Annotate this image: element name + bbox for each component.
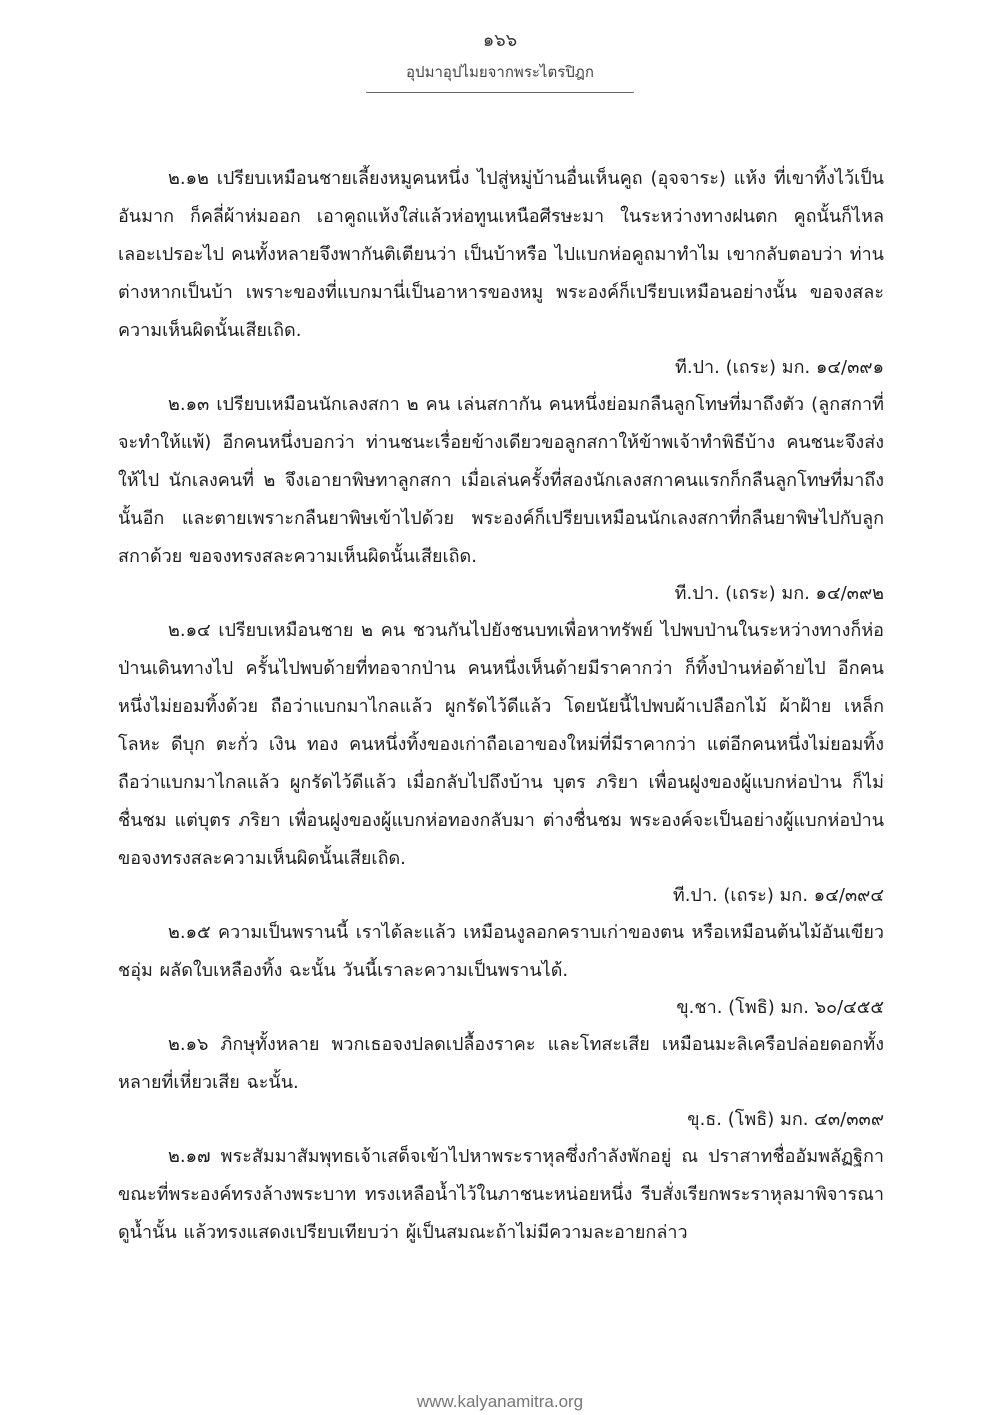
paragraph-2-16: ๒.๑๖ ภิกษุทั้งหลาย พวกเธอจงปลดเปลื้องราคะ และโทสะเสีย เหมือนมะลิเครือปล่อยดอกทั้งหลายที่เหี่ยวเสีย ฉะนั้น. xyxy=(118,1034,884,1093)
page-body xyxy=(118,160,884,1252)
reference-2-13: ที.ปา. (เถระ) มก. ๑๔/๓๙๒ xyxy=(674,583,884,604)
paragraph-2-13: ๒.๑๓ เปรียบเหมือนนักเลงสกา ๒ คน เล่นสกากัน คนหนึ่งย่อมกลืนลูกโทษที่มาถึงตัว (ลูกสกาที่จะทำให้แพ้) อีกคนหนึ่งบอกว่า ท่านชนะเรื่อยข้างเดียวขอลูกสกาให้ข้าพเจ้าทำพิธีบ้าง คนชนะจึงส่งให้ไป นักเลงคนที่ ๒ จึงเอายาพิษทาลูกสกา เมื่อเล่นครั้งที่สองนักเลงสกาคนแรกก็กลืนลูกโทษที่มาถึงนั้นอีก และตายเพราะกลืนยาพิษเข้าไปด้วย พระองค์ก็เปรียบเหมือนนักเลงสกาที่กลืนยาพิษไปกับลูกสกาด้วย ขอจงทรงสละความเห็นผิดนั้นเสียเถิด. xyxy=(118,394,884,567)
reference-2-12: ที.ปา. (เถระ) มก. ๑๔/๓๙๑ xyxy=(675,357,884,378)
footer-website: www.kalyanamitra.org xyxy=(416,1392,584,1411)
header-divider xyxy=(366,92,634,93)
reference-2-16: ขุ.ธ. (โพธิ) มก. ๔๓/๓๓๙ xyxy=(687,1109,884,1130)
book-title: อุปมาอุปไมยจากพระไตรปิฎก xyxy=(406,63,594,81)
reference-2-15: ขุ.ชา. (โพธิ) มก. ๖๐/๔๕๕ xyxy=(676,997,884,1018)
paragraph-2-14: ๒.๑๔ เปรียบเหมือนชาย ๒ คน ชวนกันไปยังชนบทเพื่อหาทรัพย์ ไปพบป่านในระหว่างทางก็ห่อป่านเดินทางไป ครั้นไปพบด้ายที่ทอจากป่าน คนหนึ่งเห็นด้ายมีราคากว่า ก็ทิ้งป่านห่อด้ายไป อีกคนหนึ่งไม่ยอมทิ้งด้วย ถือว่าแบกมาไกลแล้ว ผูกรัดไว้ดีแล้ว โดยนัยนี้ไปพบผ้าเปลือกไม้ ผ้าฝ้าย เหล็ก โลหะ ดีบุก ตะกั่ว เงิน ทอง คนหนึ่งทิ้งของเก่าถือเอาของใหม่ที่มีราคากว่า แต่อีกคนหนึ่งไม่ยอมทิ้งถือว่าแบกมาไกลแล้ว ผูกรัดไว้ดีแล้ว เมื่อกลับไปถึงบ้าน บุตร ภริยา เพื่อนฝูงของผู้แบกห่อป่าน ก็ไม่ชื่นชม แต่บุตร ภริยา เพื่อนฝูงของผู้แบกห่อทองกลับมา ต่างชื่นชม พระองค์จะเป็นอย่างผู้แบกห่อป่าน ขอจงทรงสละความเห็นผิดนั้นเสียเถิด. xyxy=(118,620,884,869)
paragraph-2-12: ๒.๑๒ เปรียบเหมือนชายเลี้ยงหมูคนหนึ่ง ไปสู่หมู่บ้านอื่นเห็นคูถ (อุจจาระ) แห้ง ที่เขาทิ้งไว้เป็นอันมาก ก็คลี่ผ้าห่มออก เอาคูถแห้งใส่แล้วห่อทูนเหนือศีรษะมา ในระหว่างทางฝนตก คูถนั้นก็ไหลเลอะเปรอะไป คนทั้งหลายจึงพากันติเตียนว่า เป็นบ้าหรือ ไปแบกห่อคูถมาทำไม เขากลับตอบว่า ท่านต่างหากเป็นบ้า เพราะของที่แบกมานี่เป็นอาหารของหมู พระองค์ก็เปรียบเหมือนอย่างนั้น ขอจงสละความเห็นผิดนั้นเสียเถิด. xyxy=(118,168,884,341)
reference-2-14: ที.ปา. (เถระ) มก. ๑๔/๓๙๔ xyxy=(672,885,884,906)
paragraph-2-15: ๒.๑๕ ความเป็นพรานนี้ เราได้ละแล้ว เหมือนงูลอกคราบเก่าของตน หรือเหมือนต้นไม้อันเขียวชอุ่ม ผลัดใบเหลืองทิ้ง ฉะนั้น วันนี้เราละความเป็นพรานได้. xyxy=(118,922,884,981)
paragraph-2-17: ๒.๑๗ พระสัมมาสัมพุทธเจ้าเสด็จเข้าไปหาพระราหุลซึ่งกำลังพักอยู่ ณ ปราสาทชื่ออัมพลัฏฐิกา ขณะที่พระองค์ทรงล้างพระบาท ทรงเหลือน้ำไว้ในภาชนะหน่อยหนึ่ง รีบสั่งเรียกพระราหุลมาพิจารณาดูน้ำนั้น แล้วทรงแสดงเปรียบเทียบว่า ผู้เป็นสมณะถ้าไม่มีความละอายกล่าว xyxy=(118,1146,884,1243)
page-header xyxy=(0,30,1000,93)
page-number: ๑๖๖ xyxy=(482,30,518,51)
